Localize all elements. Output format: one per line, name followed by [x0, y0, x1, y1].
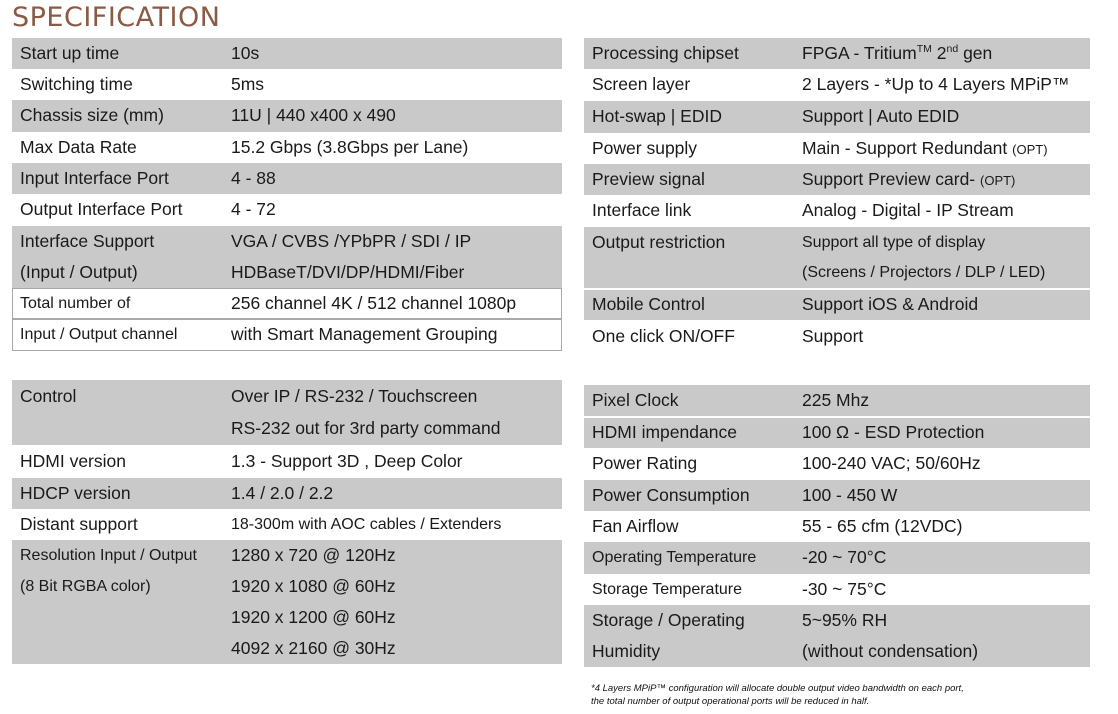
spec-value-part: FPGA - Tritium — [802, 43, 917, 64]
spec-row — [584, 542, 1090, 574]
spec-row — [584, 511, 1090, 542]
spec-label: Storage / Operating — [584, 605, 794, 636]
spec-label: Screen layer — [584, 69, 794, 101]
spec-row — [584, 227, 1090, 258]
spec-row — [584, 448, 1090, 480]
spec-label: HDMI impendance — [584, 417, 794, 448]
spec-value: HDBaseT/DVI/DP/HDMI/Fiber — [223, 257, 562, 288]
spec-row — [12, 38, 562, 69]
spec-row — [584, 69, 1090, 101]
spec-row — [584, 605, 1090, 636]
spec-row — [584, 320, 1090, 353]
spec-value: 4 - 88 — [223, 163, 562, 194]
spec-table-left-top — [12, 38, 562, 351]
spec-label: Interface link — [584, 195, 794, 227]
spec-row — [584, 480, 1090, 511]
spec-row — [584, 258, 1090, 289]
spec-label: (8 Bit RGBA color) — [12, 571, 223, 602]
spec-value: Support — [794, 320, 1090, 353]
spec-label: Power Consumption — [584, 480, 794, 511]
spec-row — [584, 574, 1090, 605]
spec-label: Power Rating — [584, 448, 794, 480]
spec-value — [794, 164, 1090, 195]
spec-value: 1280 x 720 @ 120Hz — [223, 540, 562, 571]
spec-label — [12, 602, 223, 633]
spec-value: 2 Layers - *Up to 4 Layers MPiP™ — [794, 69, 1090, 101]
spec-label: Switching time — [12, 69, 223, 100]
spec-row — [12, 413, 562, 445]
spec-row — [584, 101, 1090, 133]
spec-label: Pixel Clock — [584, 385, 794, 417]
spec-value: 10s — [223, 38, 562, 69]
spec-value: with Smart Management Grouping — [223, 319, 562, 351]
spec-label: Total number of — [12, 288, 223, 319]
spec-label: (Input / Output) — [12, 257, 223, 288]
spec-value: 100 Ω - ESD Protection — [794, 417, 1090, 448]
spec-row — [584, 133, 1090, 164]
spec-label: Operating Temperature — [584, 542, 794, 574]
spec-value: 1.4 / 2.0 / 2.2 — [223, 478, 562, 509]
spec-label: Start up time — [12, 38, 223, 69]
trademark-mark: TM — [916, 43, 932, 56]
footnote-line: *4 Layers MPiP™ configuration will allocate double output video bandwidth on each port, — [591, 683, 964, 694]
spec-value-part: Main - Support Redundant — [802, 137, 1013, 158]
spec-row — [12, 132, 562, 163]
spec-row — [12, 445, 562, 478]
spec-value: 11U | 440 x400 x 490 — [223, 100, 562, 132]
spec-value: 5ms — [223, 69, 562, 100]
spec-label: Resolution Input / Output — [12, 540, 223, 571]
spec-value: 1920 x 1200 @ 60Hz — [223, 602, 562, 633]
spec-row — [12, 226, 562, 257]
spec-row — [12, 288, 562, 319]
spec-value: Support iOS & Android — [794, 289, 1090, 320]
spec-value: 225 Mhz — [794, 385, 1090, 417]
spec-label: Processing chipset — [584, 38, 794, 69]
spec-label: Storage Temperature — [584, 574, 794, 605]
spec-label: HDMI version — [12, 445, 223, 478]
spec-label: Fan Airflow — [584, 511, 794, 542]
spec-label: Output Interface Port — [12, 194, 223, 226]
spec-value: RS-232 out for 3rd party command — [223, 413, 562, 445]
footnote — [591, 682, 964, 708]
optional-tag: (OPT) — [980, 172, 1016, 188]
spec-row — [584, 164, 1090, 195]
spec-value: Over IP / RS-232 / Touchscreen — [223, 380, 562, 413]
spec-label: Output restriction — [584, 227, 794, 258]
spec-value: Support | Auto EDID — [794, 101, 1090, 133]
spec-value: 100 - 450 W — [794, 480, 1090, 511]
spec-row — [12, 163, 562, 194]
spec-value: 100-240 VAC; 50/60Hz — [794, 448, 1090, 480]
spec-value: 1.3 - Support 3D , Deep Color — [223, 445, 562, 478]
spec-value: 4092 x 2160 @ 30Hz — [223, 633, 562, 664]
spec-row — [12, 319, 562, 351]
spec-label: Control — [12, 380, 223, 413]
spec-label — [584, 258, 794, 289]
spec-value — [794, 38, 1090, 69]
spec-value: 55 - 65 cfm (12VDC) — [794, 511, 1090, 542]
spec-row — [584, 417, 1090, 448]
spec-label: Mobile Control — [584, 289, 794, 320]
spec-row — [12, 380, 562, 413]
spec-row — [12, 478, 562, 509]
spec-row — [584, 385, 1090, 417]
spec-row — [584, 195, 1090, 227]
spec-row — [12, 257, 562, 288]
spec-label — [12, 413, 223, 445]
spec-row — [12, 69, 562, 100]
spec-row — [584, 38, 1090, 69]
spec-label: HDCP version — [12, 478, 223, 509]
spec-label: Input / Output channel — [12, 319, 223, 351]
spec-table-right-top — [584, 38, 1090, 353]
spec-value: 4 - 72 — [223, 194, 562, 226]
spec-row — [12, 540, 562, 571]
spec-value-part: Support Preview card- — [802, 168, 980, 189]
spec-value: 1920 x 1080 @ 60Hz — [223, 571, 562, 602]
spec-value: 5~95% RH — [794, 605, 1090, 636]
spec-label: Chassis size (mm) — [12, 100, 223, 132]
spec-value-part: 2 — [931, 43, 947, 64]
spec-value: -30 ~ 75°C — [794, 574, 1090, 605]
spec-row — [12, 571, 562, 602]
footnote-line: the total number of output operational ports will be reduced in half. — [591, 696, 870, 707]
optional-tag: (OPT) — [1012, 141, 1048, 157]
spec-row — [12, 100, 562, 132]
spec-row — [12, 194, 562, 226]
spec-label: Power supply — [584, 133, 794, 164]
ordinal-suffix: nd — [946, 43, 959, 56]
spec-label: Humidity — [584, 636, 794, 667]
spec-label: Distant support — [12, 509, 223, 540]
spec-value: 15.2 Gbps (3.8Gbps per Lane) — [223, 132, 562, 163]
spec-value: Support all type of display — [794, 227, 1090, 258]
spec-label: One click ON/OFF — [584, 320, 794, 353]
spec-label: Interface Support — [12, 226, 223, 257]
page-title: SPECIFICATION — [12, 2, 221, 33]
spec-value: 18-300m with AOC cables / Extenders — [223, 509, 562, 540]
spec-value — [794, 133, 1090, 164]
spec-row — [584, 289, 1090, 320]
spec-value: Analog - Digital - IP Stream — [794, 195, 1090, 227]
spec-label: Hot-swap | EDID — [584, 101, 794, 133]
spec-label: Max Data Rate — [12, 132, 223, 163]
spec-row — [12, 509, 562, 540]
spec-row — [584, 636, 1090, 667]
spec-value: VGA / CVBS /YPbPR / SDI / IP — [223, 226, 562, 257]
spec-value: 256 channel 4K / 512 channel 1080p — [223, 288, 562, 319]
spec-row — [12, 633, 562, 664]
spec-value: (Screens / Projectors / DLP / LED) — [794, 258, 1090, 289]
spec-value: (without condensation) — [794, 636, 1090, 667]
spec-value: -20 ~ 70°C — [794, 542, 1090, 574]
spec-table-left-bottom — [12, 380, 562, 664]
spec-value-part: gen — [958, 43, 993, 64]
spec-label — [12, 633, 223, 664]
spec-label: Input Interface Port — [12, 163, 223, 194]
spec-row — [12, 602, 562, 633]
spec-label: Preview signal — [584, 164, 794, 195]
spec-table-right-bottom — [584, 385, 1090, 667]
